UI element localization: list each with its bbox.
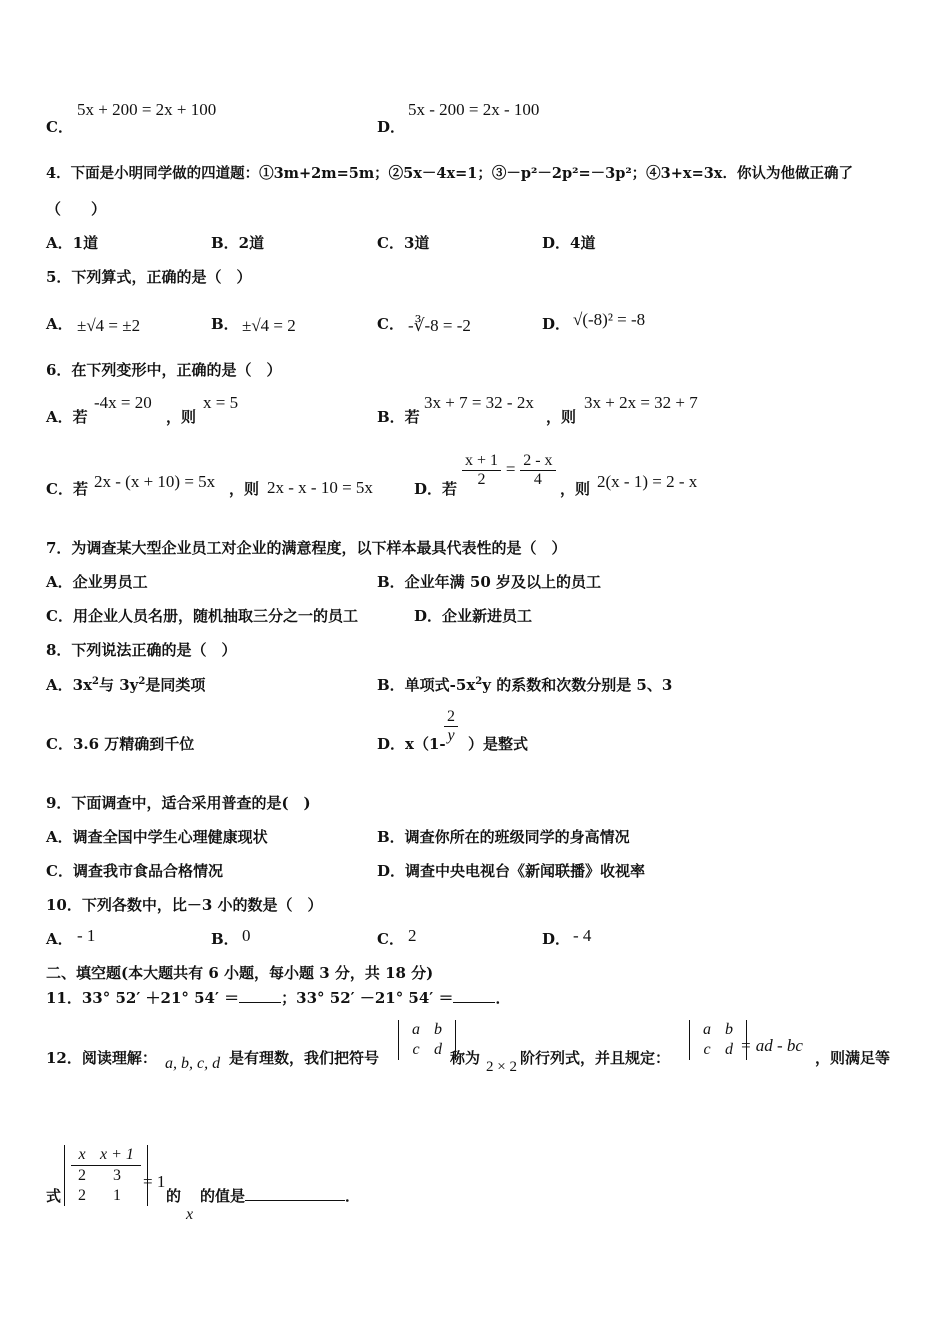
- q7-option-c: C．用企业人员名册，随机抽取三分之一的员工: [46, 607, 358, 625]
- q4-option-c: C．3道: [377, 234, 430, 252]
- exponent: 2: [475, 676, 483, 687]
- q10-option-b-label: B．: [211, 930, 239, 948]
- q6-option-a-result: x = 5: [203, 393, 239, 412]
- q12-de: 的: [166, 1187, 182, 1205]
- q8-option-d-pre: D．x（1-: [377, 735, 446, 753]
- q11-part1: 11．33° 52′ ＋21° 54′ ＝: [46, 989, 240, 1007]
- det-entry: x: [78, 1146, 86, 1163]
- q5-option-c-label: C．: [377, 315, 404, 333]
- q12-part1: 12．阅读理解：: [46, 1049, 157, 1067]
- q4-option-a: A．1道: [46, 234, 99, 252]
- q10-option-b-value: 0: [242, 926, 251, 945]
- q3-option-c-expr: 5x + 200 = 2x + 100: [77, 100, 217, 119]
- q12-answer-blank[interactable]: [245, 1200, 345, 1201]
- q12-shi: 式: [46, 1187, 62, 1205]
- q6-option-a-ze: ，则: [166, 408, 197, 426]
- q8-stem: 8．下列说法正确的是（ ）: [46, 641, 237, 659]
- q6-d-left-fraction: [462, 452, 501, 489]
- q12-order: 2 × 2: [486, 1059, 517, 1075]
- det-entry: d: [725, 1041, 733, 1058]
- numerator: 2: [444, 708, 458, 727]
- q5-stem: 5．下列算式，正确的是（ ）: [46, 268, 252, 286]
- q8-b-pre: B．单项式-5x: [377, 676, 476, 694]
- q8-d-fraction: [444, 708, 458, 745]
- q6-option-a-cond: -4x = 20: [94, 393, 152, 412]
- exponent: 2: [138, 676, 146, 687]
- q12-part4: 阶行列式，并且规定：: [520, 1049, 671, 1067]
- q9-option-c: C．调查我市食品合格情况: [46, 862, 223, 880]
- q12-rule-determinant: [689, 1020, 747, 1060]
- q6-option-a-ruo: A．若: [46, 408, 88, 426]
- q6-option-d-ze: ，则: [560, 480, 591, 498]
- q8-b-post: y 的系数和次数分别是 5、3: [482, 676, 673, 694]
- det-entry: b: [434, 1021, 442, 1038]
- q3-option-d-label: D．: [377, 118, 406, 136]
- q5-option-c-expr: -∛-8 = -2: [408, 316, 471, 335]
- q6-option-b-cond: 3x + 7 = 32 - 2x: [424, 393, 534, 412]
- fraction: [444, 708, 458, 745]
- q5-option-b-expr: ±√4 = 2: [242, 316, 296, 335]
- q7-stem: 7．为调查某大型企业员工对企业的满意程度，以下样本最具代表性的是（ ）: [46, 539, 567, 557]
- q12-tail-text: 的值是: [200, 1187, 246, 1205]
- q6-option-b-ruo: B．若: [377, 408, 420, 426]
- numerator: 2 - x: [520, 452, 555, 471]
- q8-option-a: [46, 674, 205, 695]
- q4-option-b: B．2道: [211, 234, 265, 252]
- q5-option-a-label: A．: [46, 315, 73, 333]
- det-entry: 2: [71, 1166, 93, 1187]
- q6-option-c-ruo: C．若: [46, 480, 88, 498]
- q11-blank-1[interactable]: [239, 1002, 281, 1003]
- q11-blank-2[interactable]: [453, 1002, 495, 1003]
- q10-option-a-label: A．: [46, 930, 73, 948]
- det-entry: 2: [78, 1187, 86, 1204]
- q9-option-b: B．调查你所在的班级同学的身高情况: [377, 828, 630, 846]
- q11-part2: ；33° 52′ －21° 54′ ＝: [281, 989, 454, 1007]
- q12-tail: [200, 1185, 360, 1206]
- denominator: y: [447, 727, 455, 744]
- q6-option-b-ze: ，则: [546, 408, 577, 426]
- q5-option-a-expr: ±√4 = ±2: [77, 316, 141, 335]
- q11-part3: ．: [495, 989, 511, 1007]
- q12-rule: = ad - bc: [740, 1036, 803, 1055]
- det-entry: a: [703, 1021, 711, 1038]
- q6-option-c-cond: 2x - (x + 10) = 5x: [94, 472, 216, 491]
- q12-part2: 是有理数，我们把符号: [229, 1049, 380, 1067]
- q10-option-d-label: D．: [542, 930, 571, 948]
- det-entry: c: [412, 1041, 420, 1058]
- q10-option-c-value: 2: [408, 926, 417, 945]
- q12-equals-one: = 1: [143, 1172, 166, 1191]
- det-entry: 3: [112, 1167, 121, 1184]
- q8-option-b: [377, 674, 672, 695]
- q6-option-d-equation: [462, 452, 556, 489]
- q11-line: [46, 987, 510, 1008]
- q8-a-post: 是同类项: [145, 676, 206, 694]
- denominator: 2: [477, 471, 486, 488]
- q12-end: ．: [345, 1187, 361, 1205]
- q5-option-d-expr: √(-8)² = -8: [573, 310, 646, 329]
- section-heading: 二、填空题(本大题共有 6 小题，每小题 3 分，共 18 分): [46, 964, 434, 982]
- q7-option-a: A．企业男员工: [46, 573, 148, 591]
- q4-stem: 4．下面是小明同学做的四道题：①3m+2m=5m；②5x－4x=1；③－p²－2p²=－3p²；④3+x=3x．你认为他做正确了: [46, 165, 853, 182]
- q12-equation-determinant: [64, 1145, 148, 1206]
- q8-option-c: C．3.6 万精确到千位: [46, 735, 195, 753]
- q6-option-c-ze: ，则: [229, 480, 260, 498]
- q3-option-c-label: C．: [46, 118, 73, 136]
- q12-part5: ，则满足等: [815, 1049, 891, 1067]
- q12-symbol-determinant: [398, 1020, 456, 1060]
- exponent: 2: [92, 676, 99, 687]
- q12-part3: 称为: [450, 1049, 481, 1067]
- q10-option-c-label: C．: [377, 930, 404, 948]
- det-entry: a: [412, 1021, 420, 1038]
- q5-option-b-label: B．: [211, 315, 239, 333]
- q12-vars: a, b, c, d: [165, 1055, 221, 1072]
- det-entry: d: [434, 1041, 442, 1058]
- q9-option-d: D．调查中央电视台《新闻联播》收视率: [377, 862, 646, 880]
- equals-sign: =: [505, 459, 516, 479]
- q9-stem: 9．下面调查中，适合采用普查的是( ): [46, 794, 311, 812]
- q7-option-d: D．企业新进员工: [414, 607, 533, 625]
- q8-a-term1: A．3x: [46, 676, 93, 694]
- q7-option-b: B．企业年满 50 岁及以上的员工: [377, 573, 601, 591]
- q3-option-d-expr: 5x - 200 = 2x - 100: [408, 100, 540, 119]
- q6-option-b-result: 3x + 2x = 32 + 7: [584, 393, 698, 412]
- q9-option-a: A．调查全国中学生心理健康现状: [46, 828, 268, 846]
- numerator: x + 1: [462, 452, 501, 471]
- q10-stem: 10．下列各数中，比－3 小的数是（ ）: [46, 896, 323, 914]
- q10-option-a-value: - 1: [77, 926, 96, 945]
- q8-a-mid: 与 3y: [99, 676, 139, 694]
- det-entry: b: [725, 1021, 733, 1038]
- q12-x-var: x: [186, 1206, 194, 1223]
- det-entry: x + 1: [93, 1145, 141, 1166]
- q8-option-d-post: ）是整式: [468, 735, 529, 753]
- q6-stem: 6．在下列变形中，正确的是（ ）: [46, 361, 282, 379]
- q6-option-d-ruo: D．若: [414, 480, 458, 498]
- det-entry: 1: [112, 1187, 121, 1204]
- q6-option-c-result: 2x - x - 10 = 5x: [267, 478, 373, 497]
- q4-paren: （ ）: [46, 200, 107, 218]
- q4-option-d: D．4道: [542, 234, 596, 252]
- q5-option-d-label: D．: [542, 315, 571, 333]
- det-entry: c: [703, 1041, 711, 1058]
- q6-d-right-fraction: [520, 452, 555, 489]
- q6-option-d-result: 2(x - 1) = 2 - x: [597, 472, 698, 491]
- q10-option-d-value: - 4: [573, 926, 592, 945]
- denominator: 4: [533, 471, 542, 488]
